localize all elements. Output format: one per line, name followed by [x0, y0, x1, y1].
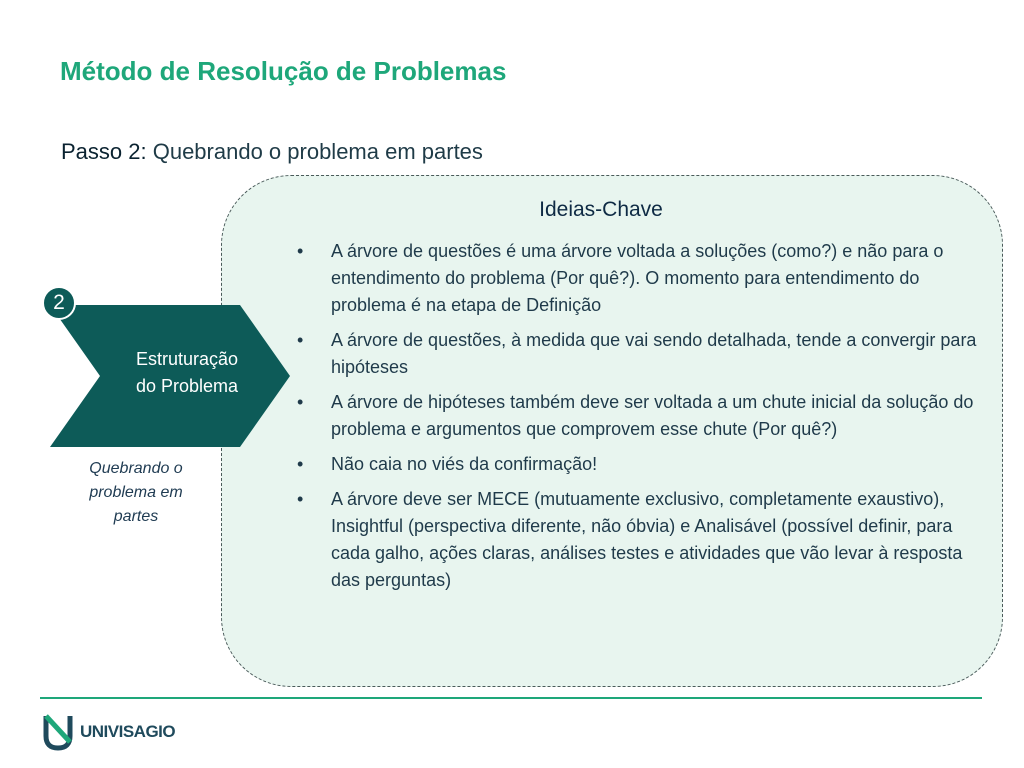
- list-item: [297, 389, 987, 443]
- caption-line2: problema em: [89, 484, 183, 501]
- list-item-text: Não caia no viés da confirmação!: [331, 454, 598, 474]
- list-item-text: A árvore de hipóteses também deve ser voltada a um chute inicial da solução do problema e argumentos que comprovem esse chute (Por quê?): [331, 392, 974, 439]
- list-item: [297, 327, 987, 381]
- step-label-line2: do Problema: [135, 376, 239, 396]
- list-item-text: A árvore de questões, à medida que vai sendo detalhada, tende a convergir para hipóteses: [331, 330, 977, 377]
- footer-divider: [40, 697, 982, 699]
- bullet-marker: •: [297, 454, 304, 474]
- step-caption: [66, 457, 206, 529]
- subtitle-text: Quebrando o problema em partes: [146, 139, 483, 164]
- bullet-marker: •: [297, 330, 304, 350]
- list-item: [297, 238, 987, 319]
- step-label-line1: Estruturação: [135, 349, 239, 369]
- list-item-text: A árvore de questões é uma árvore voltada a soluções (como?) e não para o entendimento do problema (Por quê?). O momento para entendimento do problema é na etapa de Definição: [331, 241, 944, 315]
- subtitle-prefix: Passo 2:: [61, 139, 147, 164]
- caption-line1: Quebrando o: [89, 460, 183, 477]
- caption-line3: partes: [113, 508, 159, 525]
- bullet-marker: •: [297, 489, 304, 509]
- step-label: [112, 346, 262, 400]
- univisagio-logo-icon: [42, 712, 74, 752]
- step-number-badge: 2: [42, 286, 76, 320]
- footer-logo-text: UNIVISAGIO: [80, 722, 176, 741]
- key-ideas-list: [297, 238, 987, 602]
- key-ideas-title: Ideias-Chave: [539, 198, 663, 221]
- slide-title: Método de Resolução de Problemas: [60, 56, 507, 86]
- bullet-marker: •: [297, 241, 304, 261]
- slide-subtitle: [61, 139, 483, 165]
- list-item: [297, 451, 987, 478]
- bullet-marker: •: [297, 392, 304, 412]
- list-item-text: A árvore deve ser MECE (mutuamente exclusivo, completamente exaustivo), Insightful (perspectiva diferente, não óbvia) e Analisável (possível definir, para cada galho, ações claras, análises testes e atividades que vão levar à resposta das perguntas): [331, 489, 963, 590]
- list-item: [297, 486, 987, 594]
